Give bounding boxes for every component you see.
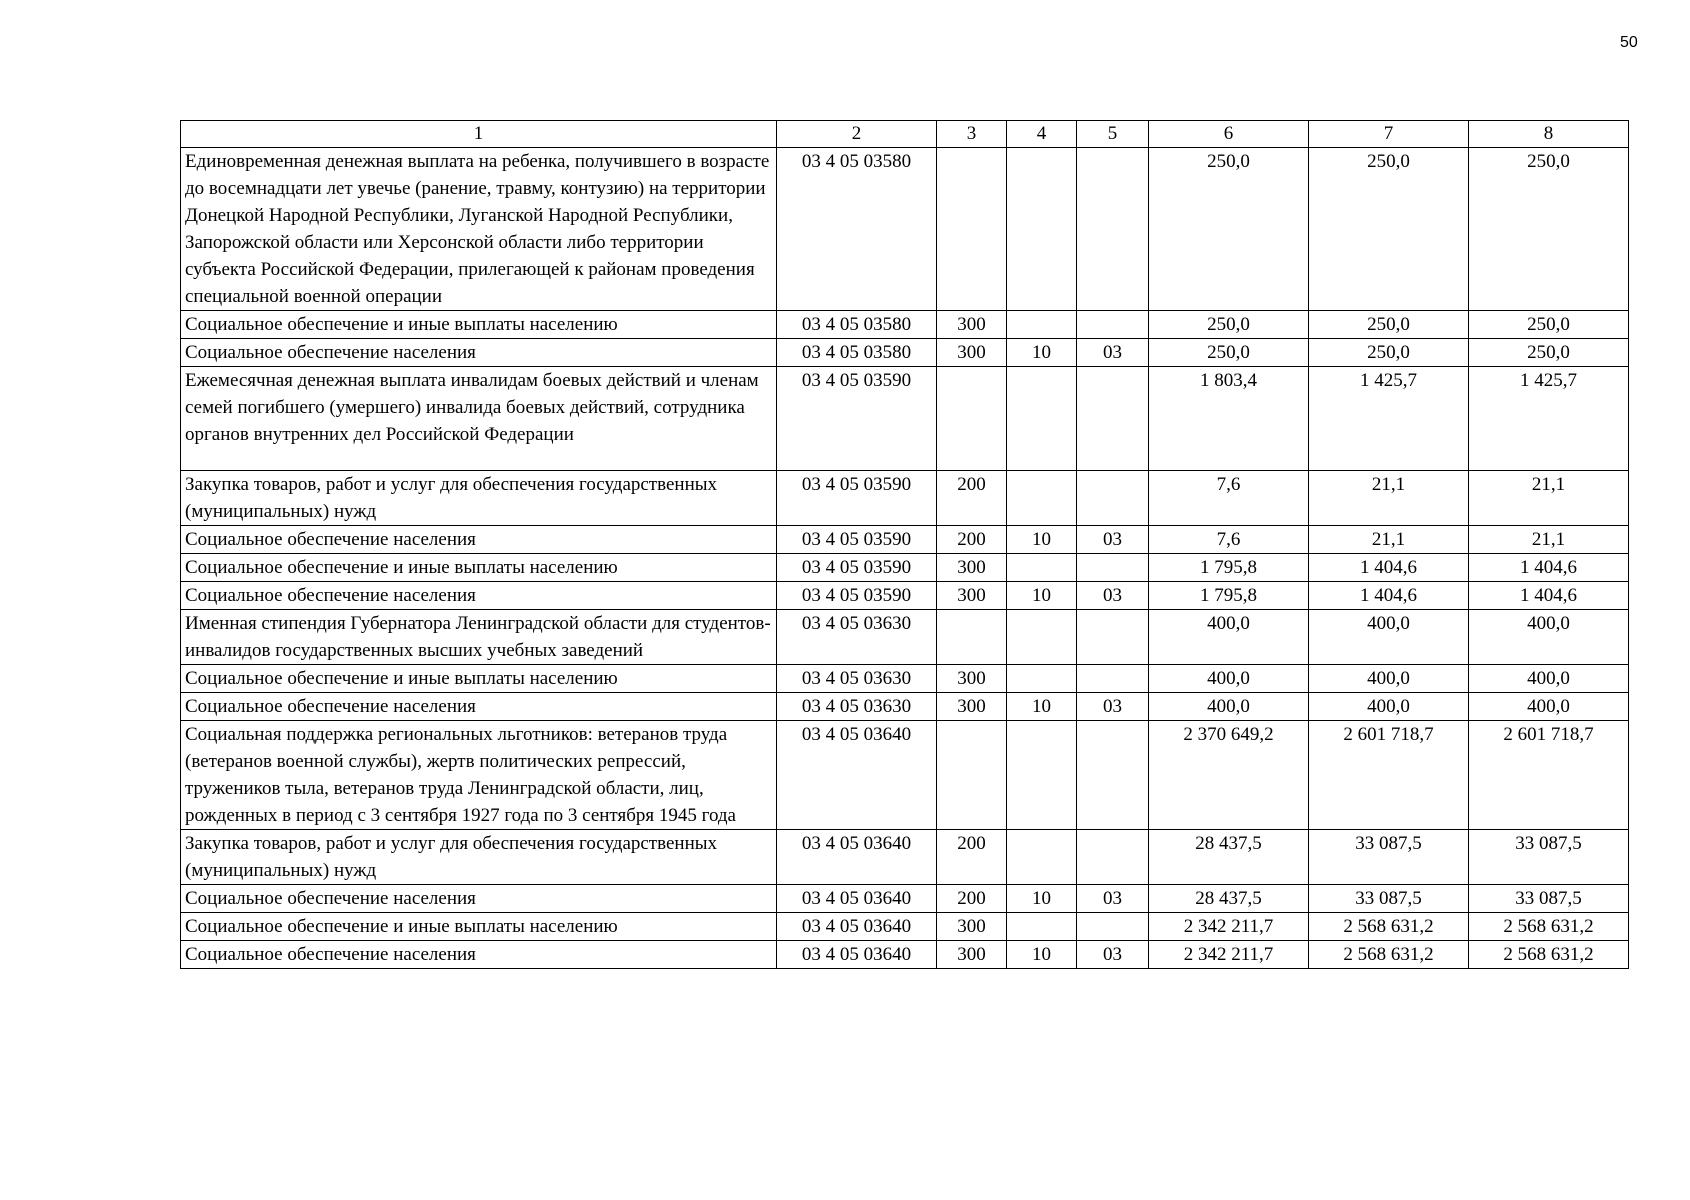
header-col-1: 1: [181, 121, 777, 148]
page-number: 50: [1620, 34, 1638, 51]
row-col6-value: 2 342 211,7: [1149, 941, 1309, 969]
row-col6-value: 1 795,8: [1149, 554, 1309, 582]
row-col6-value: 400,0: [1149, 693, 1309, 721]
row-col8-value: 1 404,6: [1469, 554, 1629, 582]
row-col6-value: 250,0: [1149, 339, 1309, 367]
row-col8-value: 33 087,5: [1469, 885, 1629, 913]
row-col6-value: 7,6: [1149, 471, 1309, 526]
row-col8-value: 400,0: [1469, 610, 1629, 665]
table-row: [181, 471, 1629, 526]
row-name-cell: Социальное обеспечение и иные выплаты населению: [181, 554, 777, 582]
table-row: [181, 721, 1629, 830]
row-code-cell: 03 4 05 03640: [777, 830, 937, 885]
row-col6-value: 2 370 649,2: [1149, 721, 1309, 830]
row-col3-cell: 200: [937, 526, 1007, 554]
table-row: [181, 913, 1629, 941]
row-col7-value: 2 601 718,7: [1309, 721, 1469, 830]
row-col6-value: 250,0: [1149, 148, 1309, 311]
row-col3-cell: 200: [937, 471, 1007, 526]
row-name-cell: Социальное обеспечение населения: [181, 941, 777, 969]
row-col4-cell: [1007, 471, 1077, 526]
row-name-cell: Социальное обеспечение населения: [181, 526, 777, 554]
row-col7-value: 2 568 631,2: [1309, 913, 1469, 941]
table-row: [181, 339, 1629, 367]
row-col7-value: 250,0: [1309, 148, 1469, 311]
row-code-cell: 03 4 05 03580: [777, 339, 937, 367]
row-code-cell: 03 4 05 03580: [777, 311, 937, 339]
row-name-cell: Социальное обеспечение и иные выплаты населению: [181, 665, 777, 693]
row-col5-cell: [1077, 610, 1149, 665]
table-body: [181, 148, 1629, 969]
row-col7-value: 1 404,6: [1309, 554, 1469, 582]
row-col8-value: 21,1: [1469, 526, 1629, 554]
row-col4-cell: 10: [1007, 693, 1077, 721]
row-code-cell: 03 4 05 03590: [777, 582, 937, 610]
row-col3-cell: 300: [937, 913, 1007, 941]
row-col4-cell: 10: [1007, 885, 1077, 913]
row-col5-cell: 03: [1077, 526, 1149, 554]
row-col5-cell: 03: [1077, 693, 1149, 721]
row-name-cell: Социальное обеспечение населения: [181, 885, 777, 913]
row-col3-cell: [937, 148, 1007, 311]
row-col3-cell: 300: [937, 582, 1007, 610]
row-col7-value: 1 404,6: [1309, 582, 1469, 610]
row-col4-cell: [1007, 148, 1077, 311]
row-col8-value: 2 601 718,7: [1469, 721, 1629, 830]
row-col6-value: 7,6: [1149, 526, 1309, 554]
row-code-cell: 03 4 05 03630: [777, 665, 937, 693]
row-col3-cell: 300: [937, 311, 1007, 339]
row-col4-cell: [1007, 311, 1077, 339]
row-col7-value: 21,1: [1309, 471, 1469, 526]
row-code-cell: 03 4 05 03590: [777, 526, 937, 554]
row-code-cell: 03 4 05 03640: [777, 941, 937, 969]
row-col7-value: 400,0: [1309, 693, 1469, 721]
row-col4-cell: 10: [1007, 941, 1077, 969]
row-col5-cell: [1077, 471, 1149, 526]
row-code-cell: 03 4 05 03640: [777, 885, 937, 913]
row-name-cell: Социальное обеспечение и иные выплаты населению: [181, 913, 777, 941]
row-col7-value: 400,0: [1309, 665, 1469, 693]
row-col3-cell: 300: [937, 665, 1007, 693]
table-row: [181, 367, 1629, 471]
row-name-cell: Закупка товаров, работ и услуг для обеспечения государственных (муниципальных) нужд: [181, 471, 777, 526]
row-col5-cell: 03: [1077, 339, 1149, 367]
row-col6-value: 400,0: [1149, 665, 1309, 693]
row-col4-cell: [1007, 665, 1077, 693]
row-col8-value: 250,0: [1469, 311, 1629, 339]
budget-table: [180, 120, 1629, 969]
row-col4-cell: [1007, 610, 1077, 665]
row-col8-value: 33 087,5: [1469, 830, 1629, 885]
header-col-2: 2: [777, 121, 937, 148]
row-col6-value: 400,0: [1149, 610, 1309, 665]
row-col3-cell: 200: [937, 830, 1007, 885]
header-col-4: 4: [1007, 121, 1077, 148]
row-col5-cell: [1077, 721, 1149, 830]
row-col7-value: 400,0: [1309, 610, 1469, 665]
row-col5-cell: [1077, 367, 1149, 471]
row-col7-value: 250,0: [1309, 311, 1469, 339]
row-col6-value: 28 437,5: [1149, 885, 1309, 913]
row-code-cell: 03 4 05 03640: [777, 913, 937, 941]
row-code-cell: 03 4 05 03640: [777, 721, 937, 830]
row-code-cell: 03 4 05 03590: [777, 367, 937, 471]
row-col8-value: 250,0: [1469, 339, 1629, 367]
row-col3-cell: [937, 721, 1007, 830]
row-col4-cell: [1007, 367, 1077, 471]
header-col-8: 8: [1469, 121, 1629, 148]
row-col6-value: 28 437,5: [1149, 830, 1309, 885]
row-name-cell: Именная стипендия Губернатора Ленинградской области для студентов-инвалидов государственных высших учебных заведений: [181, 610, 777, 665]
row-col5-cell: [1077, 311, 1149, 339]
header-col-3: 3: [937, 121, 1007, 148]
row-name-cell: Социальное обеспечение населения: [181, 339, 777, 367]
row-col3-cell: 300: [937, 941, 1007, 969]
row-col8-value: 21,1: [1469, 471, 1629, 526]
row-name-cell: Социальная поддержка региональных льготников: ветеранов труда (ветеранов военной службы), жертв политических репрессий, тружеников тыла, ветеранов труда Ленинградской области, лиц, рожденных в период с 3 сентября 1927 года по 3 сентября 1945 года: [181, 721, 777, 830]
row-col3-cell: [937, 610, 1007, 665]
row-code-cell: 03 4 05 03630: [777, 610, 937, 665]
table-row: [181, 582, 1629, 610]
row-col7-value: 33 087,5: [1309, 885, 1469, 913]
row-col3-cell: 300: [937, 339, 1007, 367]
row-col8-value: 2 568 631,2: [1469, 913, 1629, 941]
row-col6-value: 250,0: [1149, 311, 1309, 339]
row-col7-value: 1 425,7: [1309, 367, 1469, 471]
row-col5-cell: [1077, 665, 1149, 693]
row-col4-cell: 10: [1007, 339, 1077, 367]
row-name-cell: Социальное обеспечение населения: [181, 693, 777, 721]
header-col-7: 7: [1309, 121, 1469, 148]
row-col4-cell: 10: [1007, 526, 1077, 554]
row-name-cell: Социальное обеспечение населения: [181, 582, 777, 610]
row-name-cell: Ежемесячная денежная выплата инвалидам боевых действий и членам семей погибшего (умершего) инвалида боевых действий, сотрудника органов внутренних дел Российской Федерации: [181, 367, 777, 471]
row-col3-cell: [937, 367, 1007, 471]
table-row: [181, 941, 1629, 969]
row-col3-cell: 200: [937, 885, 1007, 913]
row-col4-cell: [1007, 554, 1077, 582]
table-row: [181, 148, 1629, 311]
row-code-cell: 03 4 05 03580: [777, 148, 937, 311]
row-col7-value: 2 568 631,2: [1309, 941, 1469, 969]
row-col3-cell: 300: [937, 554, 1007, 582]
table-row: [181, 885, 1629, 913]
table-row: [181, 693, 1629, 721]
row-col8-value: 1 404,6: [1469, 582, 1629, 610]
row-col6-value: 1 795,8: [1149, 582, 1309, 610]
header-col-5: 5: [1077, 121, 1149, 148]
row-col8-value: 400,0: [1469, 693, 1629, 721]
row-col6-value: 1 803,4: [1149, 367, 1309, 471]
table-row: [181, 830, 1629, 885]
row-col5-cell: [1077, 830, 1149, 885]
row-col5-cell: 03: [1077, 885, 1149, 913]
table-row: [181, 665, 1629, 693]
row-name-cell: Социальное обеспечение и иные выплаты населению: [181, 311, 777, 339]
table-row: [181, 526, 1629, 554]
row-col8-value: 1 425,7: [1469, 367, 1629, 471]
row-col7-value: 33 087,5: [1309, 830, 1469, 885]
row-col7-value: 250,0: [1309, 339, 1469, 367]
row-col7-value: 21,1: [1309, 526, 1469, 554]
row-name-cell: Единовременная денежная выплата на ребенка, получившего в возрасте до восемнадцати лет увечье (ранение, травму, контузию) на территории Донецкой Народной Республики, Луганской Народной Республики, Запорожской области или Херсонской области либо территории субъекта Российской Федерации, прилегающей к районам проведения специальной военной операции: [181, 148, 777, 311]
row-col4-cell: [1007, 913, 1077, 941]
header-row: [181, 121, 1629, 148]
row-col6-value: 2 342 211,7: [1149, 913, 1309, 941]
row-col4-cell: [1007, 830, 1077, 885]
table-row: [181, 610, 1629, 665]
table-row: [181, 554, 1629, 582]
row-col8-value: 400,0: [1469, 665, 1629, 693]
row-col8-value: 2 568 631,2: [1469, 941, 1629, 969]
row-col5-cell: [1077, 913, 1149, 941]
row-col5-cell: 03: [1077, 582, 1149, 610]
row-col5-cell: [1077, 554, 1149, 582]
table-row: [181, 311, 1629, 339]
row-col3-cell: 300: [937, 693, 1007, 721]
row-code-cell: 03 4 05 03590: [777, 554, 937, 582]
row-code-cell: 03 4 05 03630: [777, 693, 937, 721]
row-name-cell: Закупка товаров, работ и услуг для обеспечения государственных (муниципальных) нужд: [181, 830, 777, 885]
row-code-cell: 03 4 05 03590: [777, 471, 937, 526]
row-col4-cell: 10: [1007, 582, 1077, 610]
row-col5-cell: 03: [1077, 941, 1149, 969]
row-col4-cell: [1007, 721, 1077, 830]
row-col5-cell: [1077, 148, 1149, 311]
header-col-6: 6: [1149, 121, 1309, 148]
row-col8-value: 250,0: [1469, 148, 1629, 311]
